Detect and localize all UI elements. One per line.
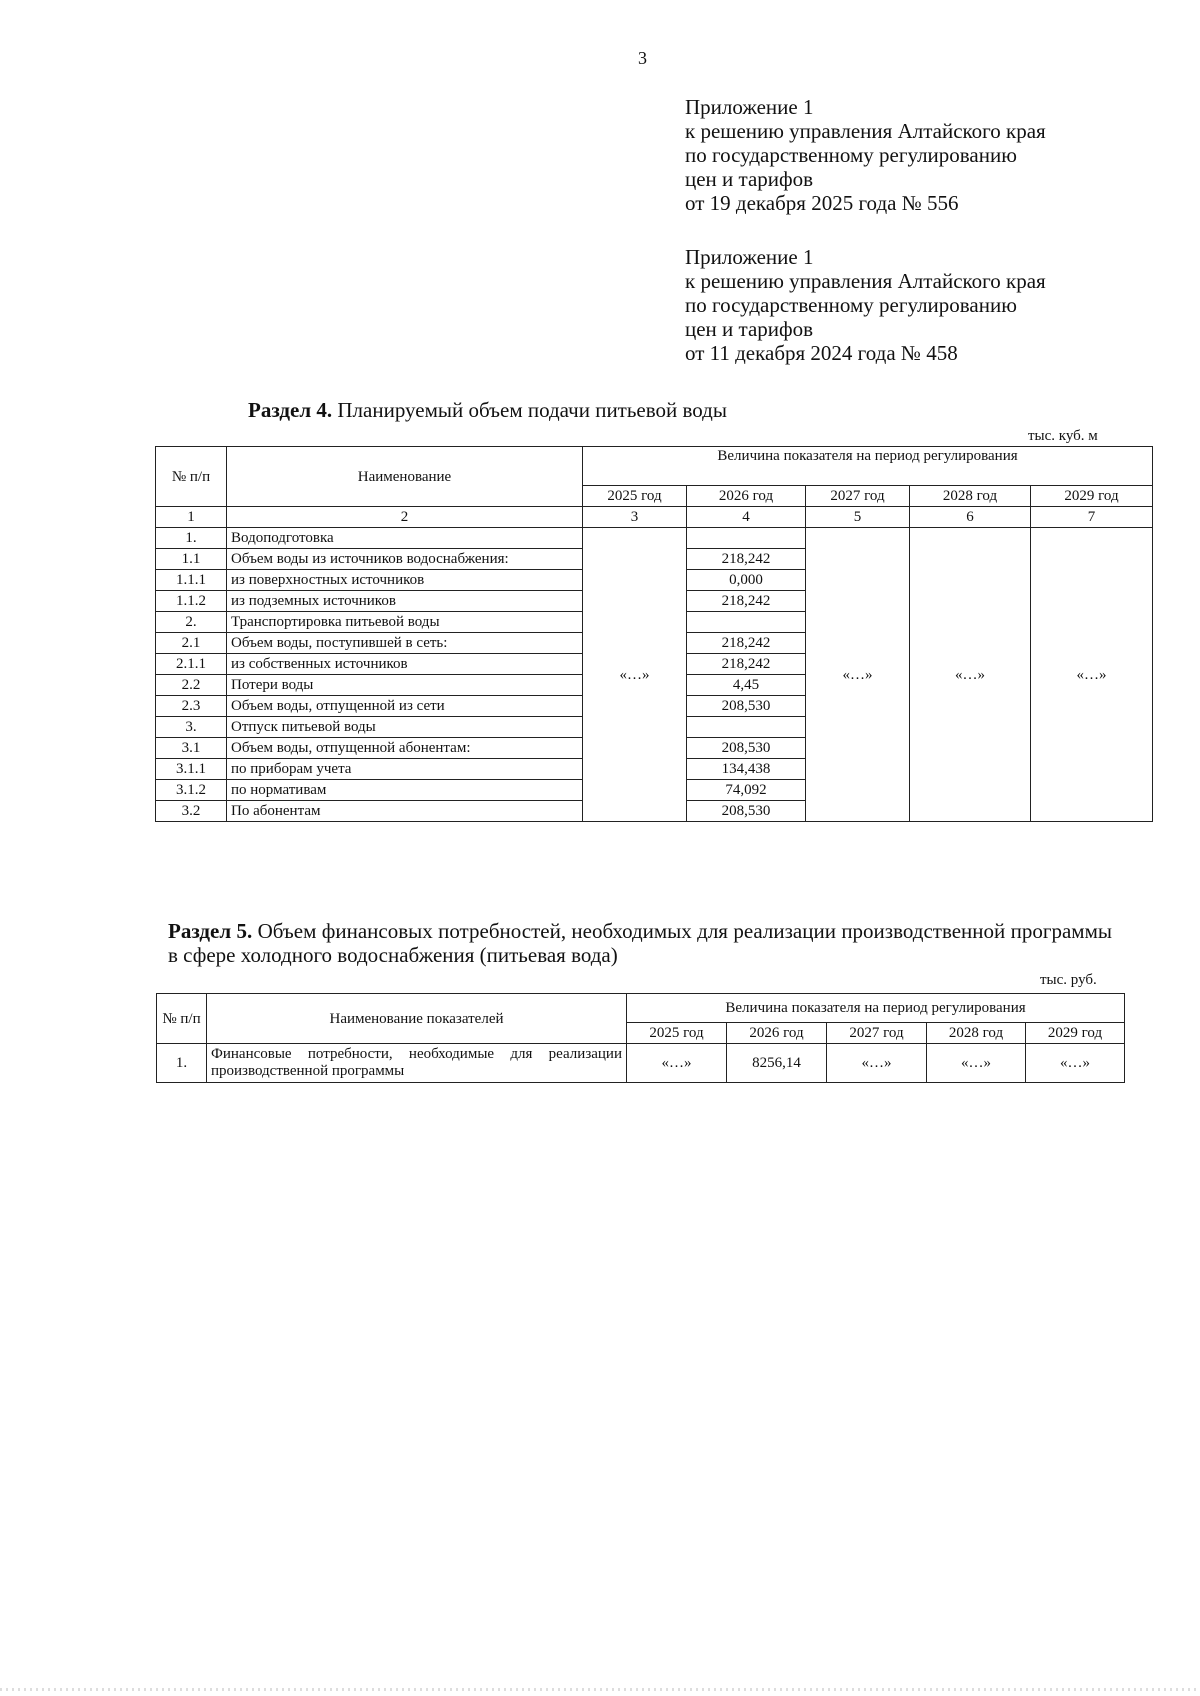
row-number: 2.3 xyxy=(156,696,227,717)
section-5-label: Раздел 5. xyxy=(168,919,253,943)
table-row xyxy=(156,528,1153,549)
column-number: 2 xyxy=(227,507,583,528)
column-number: 6 xyxy=(910,507,1031,528)
value-cell-2028: «…» xyxy=(910,528,1031,822)
section-5-title xyxy=(168,919,1112,967)
section-5-unit: тыс. руб. xyxy=(1040,972,1097,988)
column-number: 1 xyxy=(156,507,227,528)
row-number: 2.1.1 xyxy=(156,654,227,675)
financial-needs-table xyxy=(156,993,1125,1083)
column-header-period: Величина показателя на период регулирования xyxy=(627,994,1125,1023)
row-number: 1. xyxy=(156,528,227,549)
annex-line: к решению управления Алтайского края xyxy=(685,119,1046,143)
row-name: по нормативам xyxy=(227,780,583,801)
row-name: Потери воды xyxy=(227,675,583,696)
page-number: 3 xyxy=(638,48,647,68)
row-name: из поверхностных источников xyxy=(227,570,583,591)
row-name: Объем воды, отпущенной абонентам: xyxy=(227,738,583,759)
value-cell-2027: «…» xyxy=(806,528,910,822)
annex-block-previous xyxy=(685,245,1046,365)
row-name: по приборам учета xyxy=(227,759,583,780)
year-header: 2028 год xyxy=(927,1023,1026,1044)
row-number: 3.1 xyxy=(156,738,227,759)
section-5-caption: Объем финансовых потребностей, необходимых для реализации производственной программы в сфере холодного водоснабжения (питьевая вода) xyxy=(168,919,1112,967)
year-header: 2027 год xyxy=(827,1023,927,1044)
year-header: 2029 год xyxy=(1026,1023,1125,1044)
value-cell: 8256,14 xyxy=(727,1044,827,1083)
column-number: 4 xyxy=(687,507,806,528)
row-number: 2. xyxy=(156,612,227,633)
column-number: 7 xyxy=(1031,507,1153,528)
year-header: 2029 год xyxy=(1031,486,1153,507)
value-cell-2025: «…» xyxy=(583,528,687,822)
column-header-number: № п/п xyxy=(157,994,207,1044)
row-number: 1.1.2 xyxy=(156,591,227,612)
value-cell-2026: 218,242 xyxy=(687,654,806,675)
value-cell-2026: 4,45 xyxy=(687,675,806,696)
year-header: 2028 год xyxy=(910,486,1031,507)
row-number: 3. xyxy=(156,717,227,738)
annex-line: цен и тарифов xyxy=(685,167,814,191)
row-name: из собственных источников xyxy=(227,654,583,675)
column-number: 5 xyxy=(806,507,910,528)
annex-line: от 11 декабря 2024 года № 458 xyxy=(685,341,958,365)
row-name: Транспортировка питьевой воды xyxy=(227,612,583,633)
row-name: Отпуск питьевой воды xyxy=(227,717,583,738)
year-header: 2027 год xyxy=(806,486,910,507)
value-cell-2026 xyxy=(687,717,806,738)
row-name: Объем воды, поступившей в сеть: xyxy=(227,633,583,654)
value-cell-2026: 134,438 xyxy=(687,759,806,780)
row-number: 1. xyxy=(157,1044,207,1083)
row-number: 1.1.1 xyxy=(156,570,227,591)
row-number: 3.1.2 xyxy=(156,780,227,801)
year-header: 2026 год xyxy=(727,1023,827,1044)
section-4-unit: тыс. куб. м xyxy=(1028,428,1098,444)
row-name: из подземных источников xyxy=(227,591,583,612)
column-header-period: Величина показателя на период регулирования xyxy=(583,447,1153,486)
value-cell: «…» xyxy=(927,1044,1026,1083)
value-cell-2026: 218,242 xyxy=(687,549,806,570)
value-cell-2026: 208,530 xyxy=(687,696,806,717)
row-number: 3.1.1 xyxy=(156,759,227,780)
annex-line: к решению управления Алтайского края xyxy=(685,269,1046,293)
row-name: По абонентам xyxy=(227,801,583,822)
value-cell-2029: «…» xyxy=(1031,528,1153,822)
value-cell-2026: 208,530 xyxy=(687,801,806,822)
row-number: 2.2 xyxy=(156,675,227,696)
row-number: 2.1 xyxy=(156,633,227,654)
annex-line: Приложение 1 xyxy=(685,95,814,119)
year-header: 2025 год xyxy=(627,1023,727,1044)
water-volume-table xyxy=(155,446,1153,822)
annex-line: Приложение 1 xyxy=(685,245,814,269)
section-4-label: Раздел 4. xyxy=(248,398,333,422)
column-header-number: № п/п xyxy=(156,447,227,507)
annex-line: по государственному регулированию xyxy=(685,293,1017,317)
annex-block-current xyxy=(685,95,1046,215)
annex-line: от 19 декабря 2025 года № 556 xyxy=(685,191,959,215)
value-cell-2026: 218,242 xyxy=(687,633,806,654)
year-header: 2026 год xyxy=(687,486,806,507)
value-cell-2026 xyxy=(687,612,806,633)
value-cell: «…» xyxy=(827,1044,927,1083)
row-name: Финансовые потребности, необходимые для реализации производственной программы xyxy=(207,1044,627,1083)
value-cell-2026: 74,092 xyxy=(687,780,806,801)
column-header-name: Наименование показателей xyxy=(207,994,627,1044)
section-4-title xyxy=(248,398,727,423)
column-header-name: Наименование xyxy=(227,447,583,507)
row-name: Объем воды, отпущенной из сети xyxy=(227,696,583,717)
value-cell-2026: 208,530 xyxy=(687,738,806,759)
row-name: Объем воды из источников водоснабжения: xyxy=(227,549,583,570)
table-row xyxy=(157,1044,1125,1083)
row-name: Водоподготовка xyxy=(227,528,583,549)
row-number: 3.2 xyxy=(156,801,227,822)
value-cell-2026 xyxy=(687,528,806,549)
value-cell-2026: 218,242 xyxy=(687,591,806,612)
column-number: 3 xyxy=(583,507,687,528)
row-number: 1.1 xyxy=(156,549,227,570)
value-cell: «…» xyxy=(627,1044,727,1083)
value-cell-2026: 0,000 xyxy=(687,570,806,591)
year-header: 2025 год xyxy=(583,486,687,507)
annex-line: по государственному регулированию xyxy=(685,143,1017,167)
annex-line: цен и тарифов xyxy=(685,317,814,341)
section-4-caption: Планируемый объем подачи питьевой воды xyxy=(332,398,727,422)
section-5-heading xyxy=(168,919,1112,967)
value-cell: «…» xyxy=(1026,1044,1125,1083)
scan-edge-artifact xyxy=(0,1688,1200,1691)
